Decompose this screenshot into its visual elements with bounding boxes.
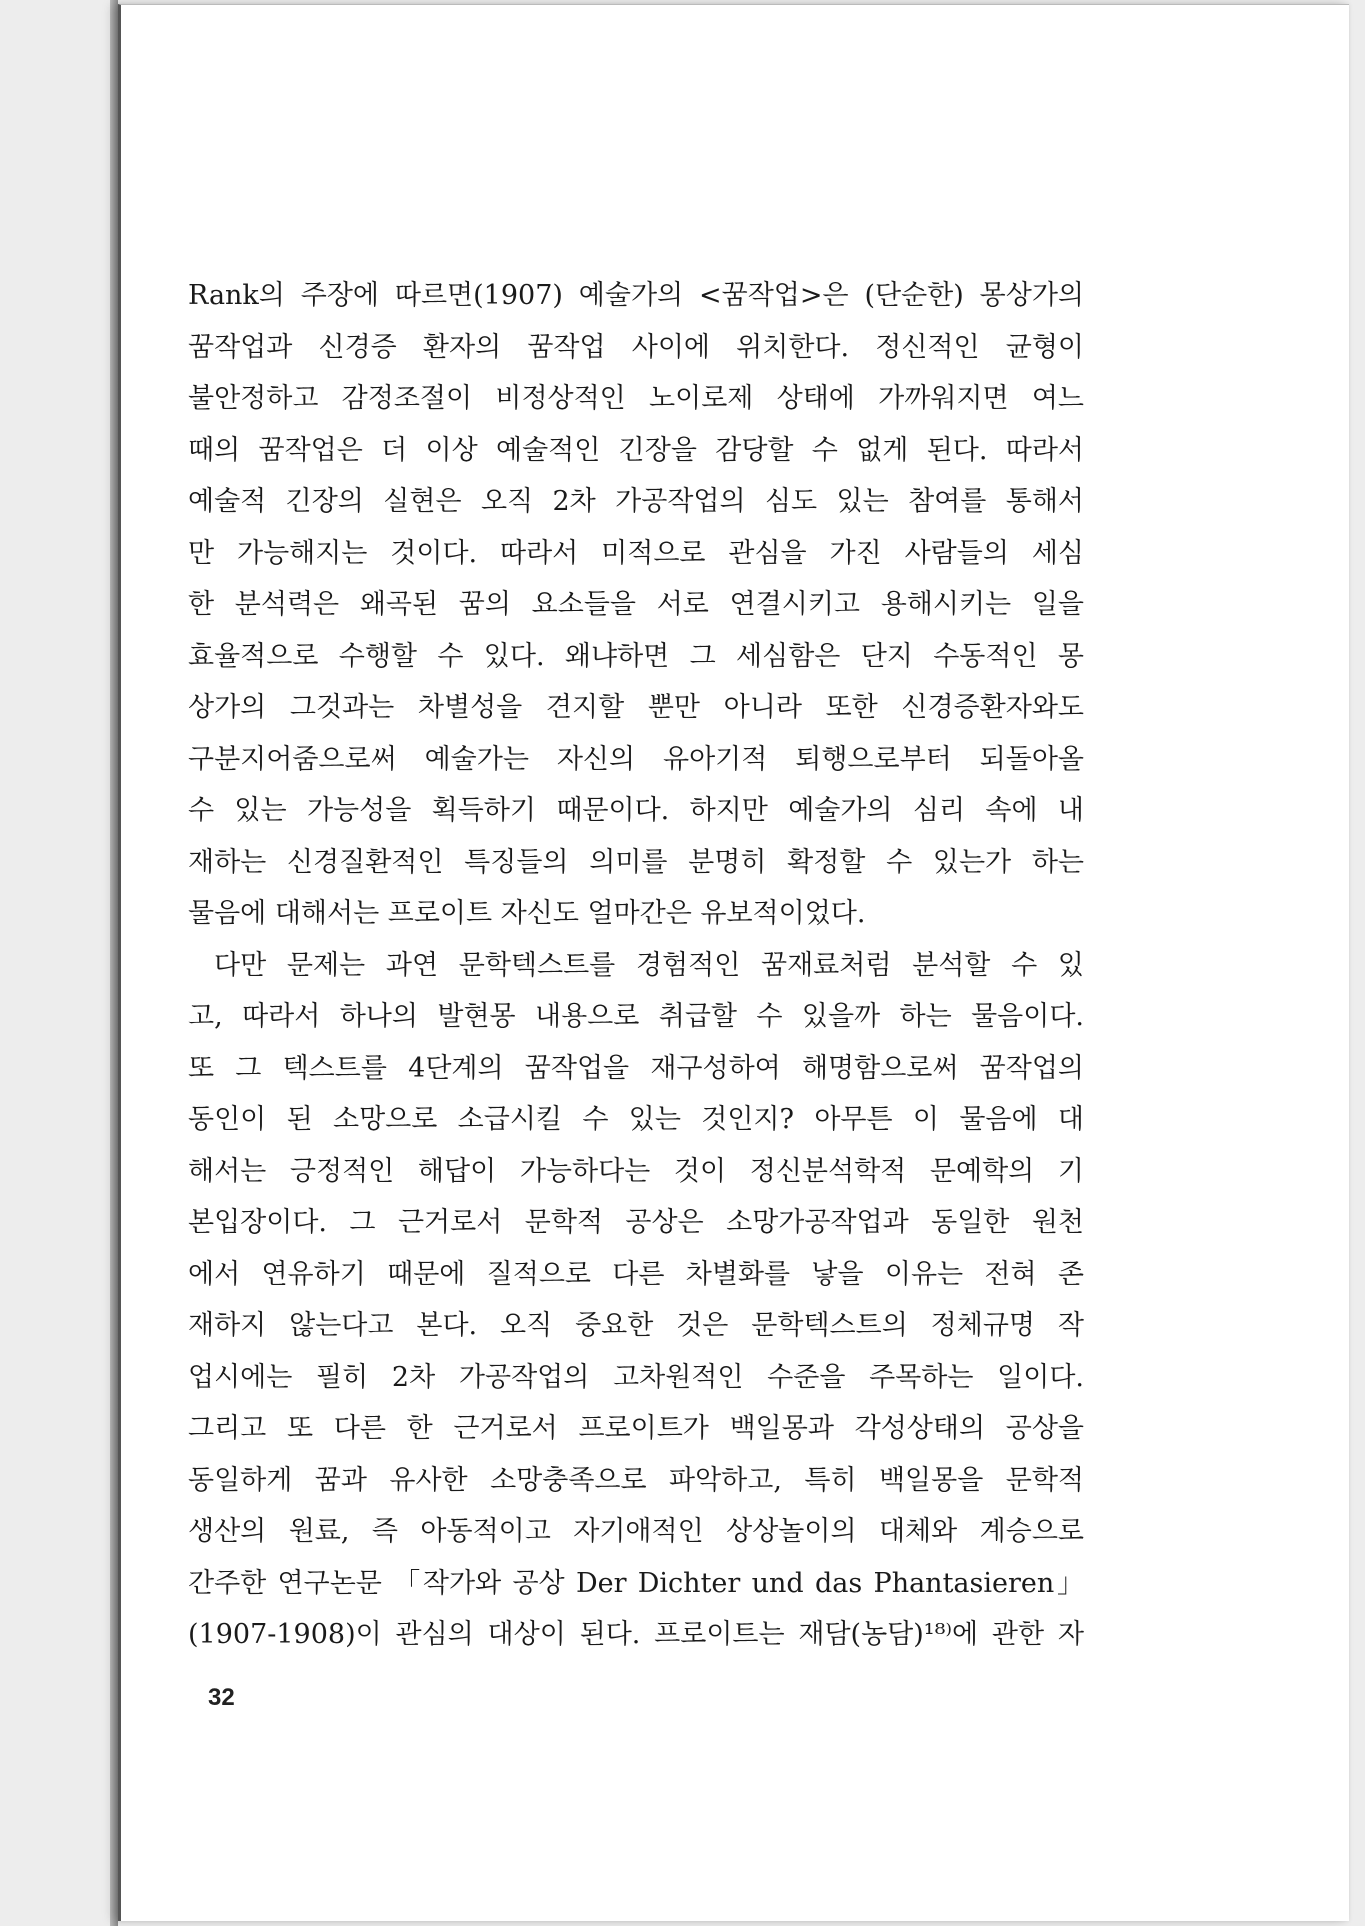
text-line: 상가의 그것과는 차별성을 견지할 뿐만 아니라 또한 신경증환자와도 — [188, 692, 1084, 723]
text-line: 재하지 않는다고 본다. 오직 중요한 것은 문학텍스트의 정체규명 작 — [188, 1310, 1084, 1341]
text-line: 수 있는 가능성을 획득하기 때문이다. 하지만 예술가의 심리 속에 내 — [188, 795, 1084, 826]
text-line: 예술적 긴장의 실현은 오직 2차 가공작업의 심도 있는 참여를 통해서 — [188, 486, 1084, 517]
text-line: Rank의 주장에 따르면(1907) 예술가의 <꿈작업>은 (단순한) 몽상가의 — [188, 280, 1084, 311]
text-line: 효율적으로 수행할 수 있다. 왜냐하면 그 세심함은 단지 수동적인 몽 — [188, 640, 1084, 672]
text-line: 본입장이다. 그 근거로서 문학적 공상은 소망가공작업과 동일한 원천 — [188, 1207, 1084, 1238]
text-line: 고, 따라서 하나의 발현몽 내용으로 취급할 수 있을까 하는 물음이다. — [188, 1001, 1084, 1032]
text-line: 한 분석력은 왜곡된 꿈의 요소들을 서로 연결시키고 용해시키는 일을 — [188, 589, 1084, 620]
text-line: 때의 꿈작업은 더 이상 예술적인 긴장을 감당할 수 없게 된다. 따라서 — [188, 434, 1084, 466]
paragraph-2 — [188, 940, 1084, 1661]
text-line: 물음에 대해서는 프로이트 자신도 얼마간은 유보적이었다. — [188, 898, 866, 929]
text-line: 에서 연유하기 때문에 질적으로 다른 차별화를 낳을 이유는 전혀 존 — [188, 1258, 1084, 1290]
text-line: 불안정하고 감정조절이 비정상적인 노이로제 상태에 가까워지면 여느 — [188, 383, 1084, 414]
text-line: 꿈작업과 신경증 환자의 꿈작업 사이에 위치한다. 정신적인 균형이 — [188, 331, 1084, 363]
text-line: 동인이 된 소망으로 소급시킬 수 있는 것인지? 아무튼 이 물음에 대 — [188, 1104, 1084, 1135]
text-line: 구분지어줌으로써 예술가는 자신의 유아기적 퇴행으로부터 되돌아올 — [188, 743, 1084, 775]
text-line: 해서는 긍정적인 해답이 가능하다는 것이 정신분석학적 문예학의 기 — [188, 1155, 1084, 1187]
text-line: 그리고 또 다른 한 근거로서 프로이트가 백일몽과 각성상태의 공상을 — [188, 1413, 1084, 1444]
text-line: 간주한 연구논문 「작가와 공상 Der Dichter und das Phantasieren」 — [188, 1567, 1084, 1599]
page-number: 32 — [208, 1684, 235, 1711]
text-line: 동일하게 꿈과 유사한 소망충족으로 파악하고, 특히 백일몽을 문학적 — [188, 1464, 1084, 1496]
paragraph-1 — [188, 270, 1084, 940]
text-line: 또 그 텍스트를 4단계의 꿈작업을 재구성하여 해명함으로써 꿈작업의 — [188, 1052, 1084, 1084]
body-text — [188, 270, 1084, 1661]
text-line: 업시에는 필히 2차 가공작업의 고차원적인 수준을 주목하는 일이다. — [188, 1361, 1084, 1393]
book-spine-shadow — [110, 0, 118, 1926]
text-line: (1907-1908)이 관심의 대상이 된다. 프로이트는 재담(농담)¹⁸⁾에 관한 자 — [188, 1619, 1084, 1650]
text-line: 재하는 신경질환적인 특징들의 의미를 분명히 확정할 수 있는가 하는 — [188, 846, 1084, 878]
text-line: 다만 문제는 과연 문학텍스트를 경험적인 꿈재료처럼 분석할 수 있 — [214, 949, 1084, 981]
text-line: 만 가능해지는 것이다. 따라서 미적으로 관심을 가진 사람들의 세심 — [188, 537, 1084, 569]
text-line: 생산의 원료, 즉 아동적이고 자기애적인 상상놀이의 대체와 계승으로 — [188, 1516, 1084, 1547]
